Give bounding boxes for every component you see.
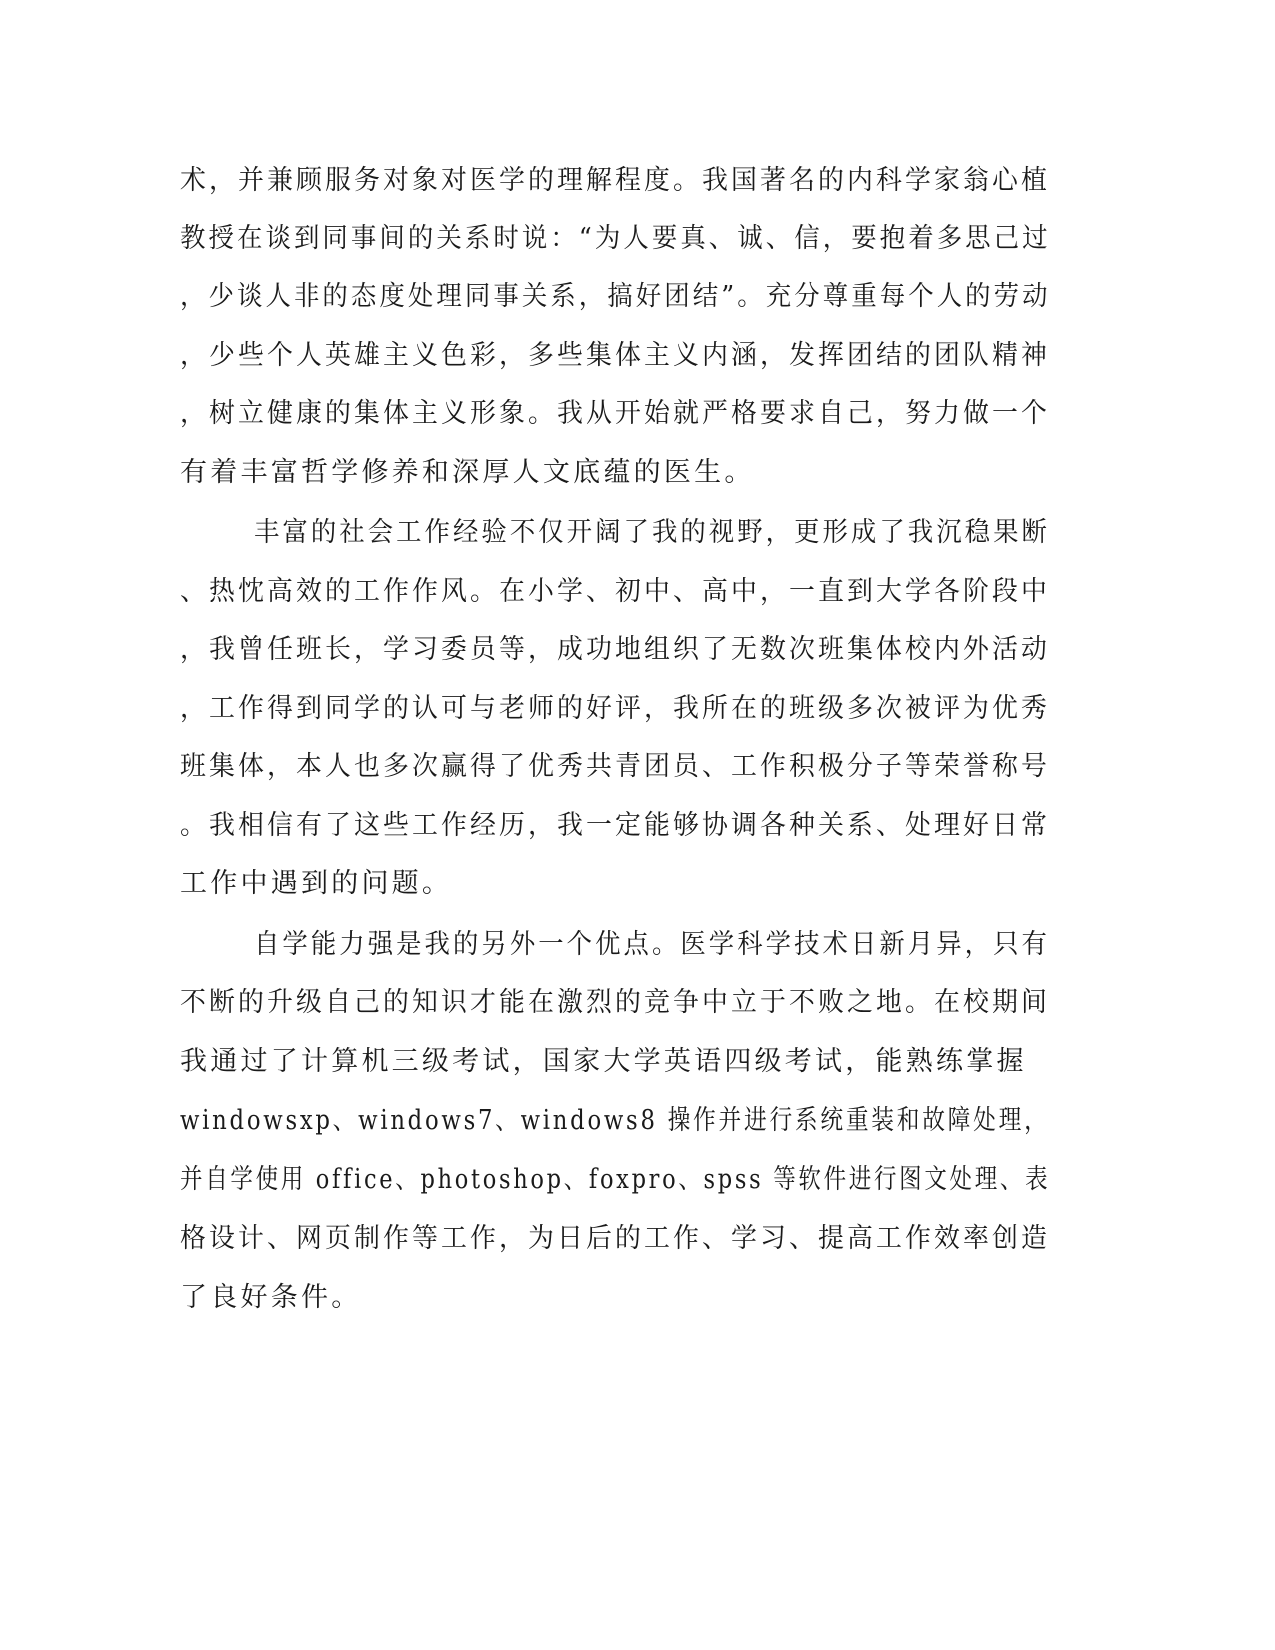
paragraph-3-line-3: 我通过了计算机三级考试，国家大学英语四级考试，能熟练掌握: [180, 1046, 1027, 1077]
paragraph-1-line-2: 教授在谈到同事间的关系时说：“为人要真、诚、信，要抱着多思己过: [180, 223, 1051, 254]
paragraph-3-line-7: 了良好条件。: [180, 1282, 362, 1313]
paragraph-1-line-5: ，树立健康的集体主义形象。我从开始就严格要求自己，努力做一个: [180, 398, 1051, 429]
paragraph-2-line-1: 丰富的社会工作经验不仅开阔了我的视野，更形成了我沉稳果断: [254, 517, 1050, 548]
paragraph-3-line-4: windowsxp、windows7、windows8 操作并进行系统重装和故障处理，: [180, 1105, 1050, 1136]
paragraph-2-line-5: 班集体，本人也多次赢得了优秀共青团员、工作积极分子等荣誉称号: [180, 751, 1051, 782]
paragraph-1-line-4: ，少些个人英雄主义色彩，多些集体主义内涵，发挥团结的团队精神: [180, 340, 1051, 371]
paragraph-1-line-6: 有着丰富哲学修养和深厚人文底蕴的医生。: [180, 457, 755, 488]
paragraph-2-line-2: 、热忱高效的工作作风。在小学、初中、高中，一直到大学各阶段中: [180, 576, 1051, 607]
paragraph-3-line-1: 自学能力强是我的另外一个优点。医学科学技术日新月异，只有: [254, 929, 1050, 960]
paragraph-2-line-3: ，我曾任班长，学习委员等，成功地组织了无数次班集体校内外活动: [180, 634, 1051, 665]
paragraph-2-line-4: ，工作得到同学的认可与老师的好评，我所在的班级多次被评为优秀: [180, 693, 1051, 724]
paragraph-3-line-5: 并自学使用 office、photoshop、foxpro、spss 等软件进行图文处理、表: [180, 1164, 1051, 1195]
paragraph-2-line-7: 工作中遇到的问题。: [180, 868, 453, 899]
paragraph-3-line-2: 不断的升级自己的知识才能在激烈的竞争中立于不败之地。在校期间: [180, 987, 1051, 1018]
paragraph-1-line-3: ，少谈人非的态度处理同事关系，搞好团结”。充分尊重每个人的劳动: [180, 281, 1051, 312]
paragraph-2-line-6: 。我相信有了这些工作经历，我一定能够协调各种关系、处理好日常: [180, 810, 1051, 841]
paragraph-1-line-1: 术，并兼顾服务对象对医学的理解程度。我国著名的内科学家翁心植: [180, 165, 1051, 196]
paragraph-3-line-6: 格设计、网页制作等工作，为日后的工作、学习、提高工作效率创造: [180, 1223, 1051, 1254]
